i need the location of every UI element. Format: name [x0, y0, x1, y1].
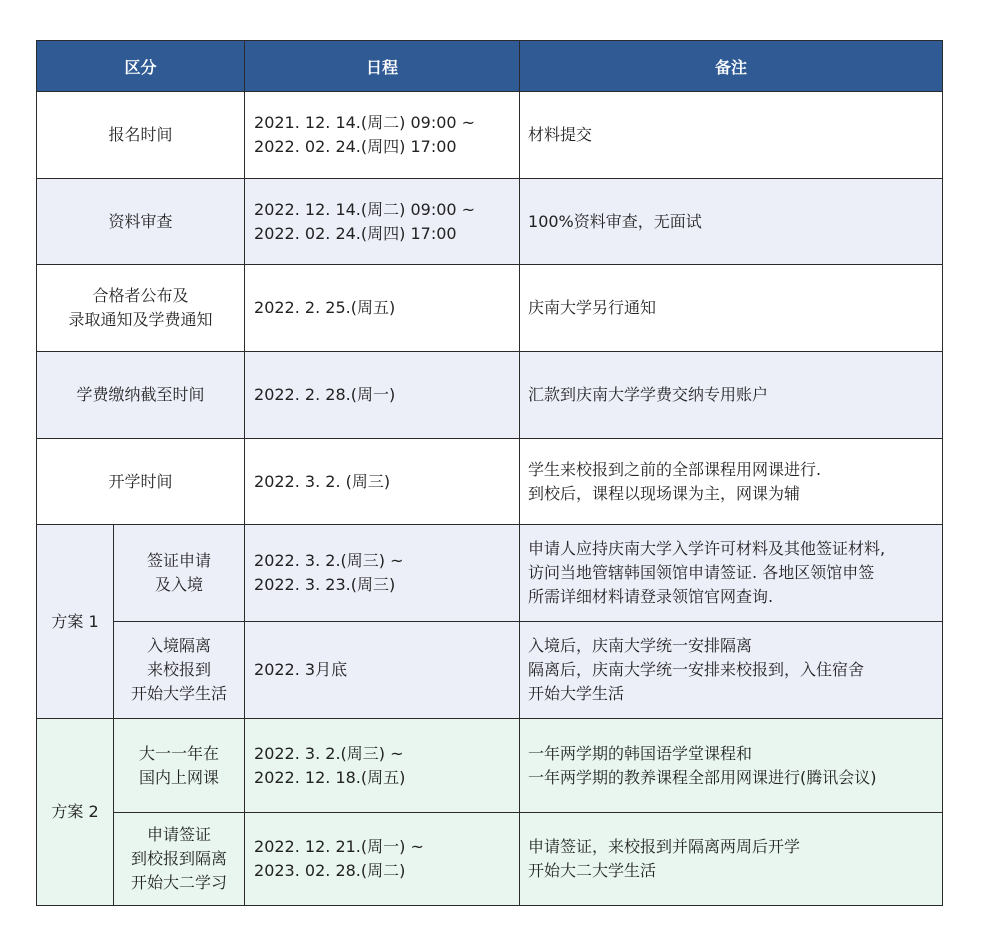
table-row: [37, 352, 943, 439]
row-date: 2022. 3. 2. (周三): [245, 439, 520, 525]
table-row: [37, 265, 943, 352]
row-note: 入境后，庆南大学统一安排隔离 隔离后，庆南大学统一安排来校报到，入住宿舍 开始大学生活: [520, 622, 943, 719]
row-date: 2022. 3. 2.(周三) ~ 2022. 3. 23.(周三): [245, 525, 520, 622]
table-header-row: [37, 41, 943, 92]
plan-2-label: 方案 2: [37, 719, 114, 906]
row-label: 合格者公布及 录取通知及学费通知: [37, 265, 245, 352]
row-date: 2022. 2. 28.(周一): [245, 352, 520, 439]
step-label: 签证申请 及入境: [114, 525, 245, 622]
row-date: 2022. 12. 14.(周二) 09:00 ~ 2022. 02. 24.(周四) 17:00: [245, 179, 520, 265]
row-label: 资料审查: [37, 179, 245, 265]
table-row: [37, 622, 943, 719]
step-label: 入境隔离 来校报到 开始大学生活: [114, 622, 245, 719]
row-label: 开学时间: [37, 439, 245, 525]
table-row: [37, 439, 943, 525]
row-note: 申请人应持庆南大学入学许可材料及其他签证材料, 访问当地管辖韩国领馆申请签证. 各地区领馆申签 所需详细材料请登录领馆官网查询.: [520, 525, 943, 622]
row-note: 100%资料审查，无面试: [520, 179, 943, 265]
table-row: [37, 179, 943, 265]
table-row: [37, 525, 943, 622]
row-note: 庆南大学另行通知: [520, 265, 943, 352]
row-date: 2022. 12. 21.(周一) ~ 2023. 02. 28.(周二): [245, 813, 520, 906]
row-date: 2021. 12. 14.(周二) 09:00 ~ 2022. 02. 24.(周四) 17:00: [245, 92, 520, 179]
row-date: 2022. 3. 2.(周三) ~ 2022. 12. 18.(周五): [245, 719, 520, 813]
row-label: 学费缴纳截至时间: [37, 352, 245, 439]
row-date: 2022. 3月底: [245, 622, 520, 719]
row-note: 申请签证，来校报到并隔离两周后开学 开始大二大学生活: [520, 813, 943, 906]
table-row: [37, 813, 943, 906]
step-label: 申请签证 到校报到隔离 开始大二学习: [114, 813, 245, 906]
row-note: 学生来校报到之前的全部课程用网课进行. 到校后，课程以现场课为主，网课为辅: [520, 439, 943, 525]
row-note: 一年两学期的韩国语学堂课程和 一年两学期的教养课程全部用网课进行(腾讯会议): [520, 719, 943, 813]
table-row: [37, 719, 943, 813]
row-note: 汇款到庆南大学学费交纳专用账户: [520, 352, 943, 439]
row-note: 材料提交: [520, 92, 943, 179]
step-label: 大一一年在 国内上网课: [114, 719, 245, 813]
header-schedule: 日程: [245, 41, 520, 92]
table-row: [37, 92, 943, 179]
row-date: 2022. 2. 25.(周五): [245, 265, 520, 352]
header-remarks: 备注: [520, 41, 943, 92]
header-category: 区分: [37, 41, 245, 92]
schedule-table: [36, 40, 943, 906]
plan-1-label: 方案 1: [37, 525, 114, 719]
row-label: 报名时间: [37, 92, 245, 179]
